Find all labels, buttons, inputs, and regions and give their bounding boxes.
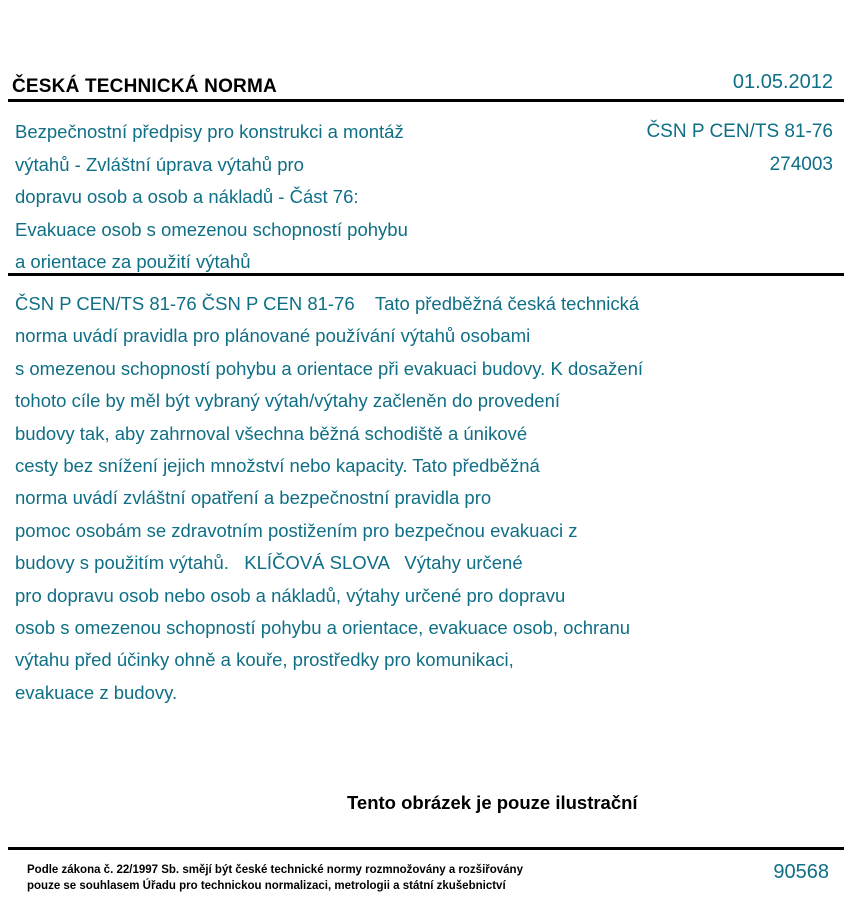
abstract-line: výtahu před účinky ohně a kouře, prostředky pro komunikaci, (15, 649, 514, 671)
abstract-line: evakuace z budovy. (15, 681, 178, 703)
abstract-line: s omezenou schopností pohybu a orientace při evakuaci budovy. K dosažení (15, 357, 644, 379)
abstract-line: norma uvádí zvláštní opatření a bezpečnostní pravidla pro (15, 487, 492, 509)
issue-date: 01.05.2012 (732, 71, 833, 93)
abstract-line: budovy s použitím výtahů. KLÍČOVÁ SLOVA Výtahy určené (15, 552, 523, 574)
title-line: dopravu osob a osob a nákladů - Část 76: (15, 186, 359, 207)
title-line: výtahů - Zvláštní úprava výtahů pro (15, 153, 304, 175)
standard-title (15, 116, 485, 279)
standard-code: ČSN P CEN/TS 81-76 (646, 121, 833, 142)
title-line: Evakuace osob s omezenou schopností pohybu (15, 218, 408, 240)
document-number: 90568 (773, 861, 829, 883)
classification-code: 274003 (769, 153, 833, 175)
footer-divider (8, 847, 844, 850)
legal-line: pouze se souhlasem Úřadu pro technickou normalizaci, metrologii a státní zkušebnictví (27, 880, 506, 892)
abstract-line: cesty bez snížení jejich množství nebo kapacity. Tato předběžná (15, 455, 540, 477)
legal-notice (27, 862, 523, 894)
standard-codes (646, 116, 833, 181)
illustration-note: Tento obrázek je pouze ilustrační (347, 792, 638, 813)
abstract-line: norma uvádí pravidla pro plánované používání výtahů osobami (15, 325, 531, 347)
abstract-line: ČSN P CEN/TS 81-76 ČSN P CEN 81-76 Tato předběžná česká technická (15, 293, 640, 314)
abstract-line: tohoto cíle by měl být vybraný výtah/výtahy začleněn do provedení (15, 390, 561, 412)
legal-line: Podle zákona č. 22/1997 Sb. smějí být české technické normy rozmnožovány a rozšiřovány (27, 864, 523, 876)
abstract-line: budovy tak, aby zahrnoval všechna běžná schodiště a únikové (15, 422, 528, 444)
title-line: a orientace za použití výtahů (15, 251, 251, 272)
document-header-title: ČESKÁ TECHNICKÁ NORMA (12, 76, 277, 97)
abstract-line: pro dopravu osob nebo osob a nákladů, výtahy určené pro dopravu (15, 584, 566, 606)
abstract-line: pomoc osobám se zdravotním postižením pro bezpečnou evakuaci z (15, 519, 578, 541)
title-divider (8, 273, 844, 276)
abstract-text (15, 288, 775, 709)
header-divider (8, 99, 844, 102)
title-line: Bezpečnostní předpisy pro konstrukci a montáž (15, 121, 404, 142)
abstract-line: osob s omezenou schopností pohybu a orientace, evakuace osob, ochranu (15, 617, 631, 639)
